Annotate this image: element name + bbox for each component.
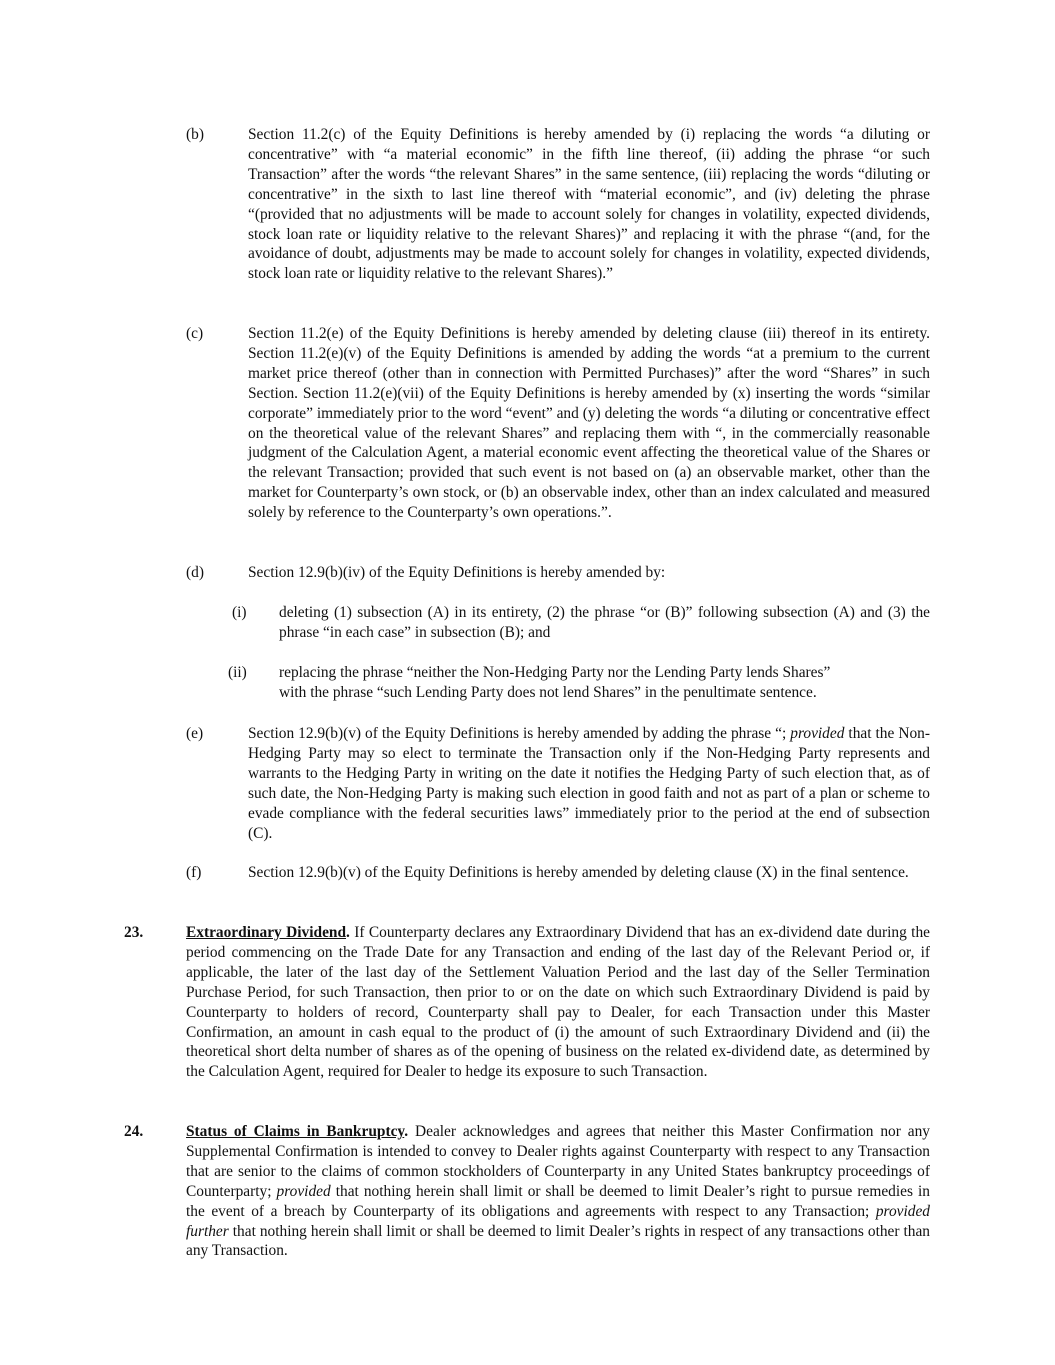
item-b-paragraph: Section 11.2(c) of the Equity Definitions is hereby amended by (i) replacing the words “a diluting or concentrative” with “a material economic” in the fifth line thereof, (ii) adding the phrase “or such Transaction” after the words “the relevant Shares” in the same sentence, (iii) replacing the words “diluting or concentrative” in the sixth to last line thereof with “material economic”, and (iv) deleting the phrase “(provided that no adjustments will be made to account solely for changes in volatility, expected dividends, stock loan rate or liquidity relative to the relevant Shares)” and replacing it with the phrase “(and, for the avoidance of doubt, adjustments may be made to account solely for changes in volatility, expected dividends, stock loan rate or liquidity relative to the relevant Shares).”	[248, 126, 930, 283]
subitem-ii-line1: replacing the phrase “neither the Non-Hedging Party nor the Lending Party lends Shares”	[279, 664, 831, 681]
item-e-paragraph	[248, 724, 930, 843]
section-24-text-3: that nothing herein shall limit or shall be deemed to limit Dealer’s rights in respect of any transactions other than any Transaction.	[186, 1222, 930, 1260]
subitem-ii-paragraph	[279, 663, 930, 703]
item-marker-d: (d)	[186, 564, 204, 581]
section-23-heading: Extraordinary Dividend	[186, 924, 347, 941]
section-24-text-2: that nothing herein shall limit or shall be deemed to limit Dealer’s right to pursue remedies in the event of a breach by Counterparty of its obligations and agreements with respect to any Transaction;	[186, 1182, 930, 1220]
section-24-italic-2: provided further	[186, 1202, 930, 1240]
item-f-paragraph: Section 12.9(b)(v) of the Equity Definitions is hereby amended by deleting clause (X) in the final sentence.	[248, 864, 909, 881]
item-e-text-before: Section 12.9(b)(v) of the Equity Definitions is hereby amended by adding the phrase “;	[248, 725, 791, 742]
item-e-text-after: that the Non-Hedging Party may so elect to terminate the Transaction only if the Non-Hedging Party represents and warrants to the Hedging Party in writing on the date it notifies the Hedging Party of such election that, as of such date, the Non-Hedging Party is making such election in good faith and not as part of a plan or scheme to evade compliance with the federal securities laws” immediately prior to the period at the end of subsection (C).	[248, 725, 930, 842]
item-marker-f: (f)	[186, 864, 202, 881]
section-24-text-1: Dealer acknowledges and agrees that neither this Master Confirmation nor any Supplemental Confirmation is intended to convey to Dealer rights against Counterparty with respect to any Transaction that are senior to the claims of common stockholders of Counterparty in any United States bankruptcy proceedings of Counterparty;	[186, 1123, 930, 1200]
section-number-23: 23.	[124, 924, 144, 941]
section-24-heading-period: .	[404, 1123, 409, 1140]
item-e-italic: provided	[790, 725, 845, 742]
section-24-heading: Status of Claims in Bankruptcy	[186, 1123, 405, 1140]
section-number-24: 24.	[124, 1123, 144, 1140]
item-marker-e: (e)	[186, 725, 204, 742]
subitem-marker-ii: (ii)	[228, 664, 247, 681]
section-24-paragraph	[186, 1122, 930, 1261]
subitem-i-paragraph: deleting (1) subsection (A) in its entirety, (2) the phrase “or (B)” following subsection (A) and (3) the phrase “in each case” in subsection (B); and	[279, 604, 930, 641]
section-23-text: If Counterparty declares any Extraordinary Dividend that has an ex-dividend date during the period commencing on the Trade Date for any Transaction and ending of the last day of the Relevant Period or, if applicable, the later of the last day of the Settlement Valuation Period and the last day of the Seller Termination Purchase Period, for such Transaction, then prior to or on the date on which such Extraordinary Dividend is paid by Counterparty to holders of record, Counterparty shall pay to Dealer, for each Transaction under this Master Confirmation, an amount in cash equal to the product of (i) the amount of such Extraordinary Dividend and (ii) the theoretical short delta number of shares as of the opening of business on the related ex-dividend date, as determined by the Calculation Agent, required for Dealer to hedge its exposure to such Transaction.	[186, 924, 930, 1081]
item-d-paragraph: Section 12.9(b)(iv) of the Equity Definitions is hereby amended by:	[248, 564, 666, 581]
item-marker-c: (c)	[186, 325, 204, 342]
section-23-paragraph	[186, 923, 930, 1082]
subitem-marker-i: (i)	[232, 604, 247, 621]
subitem-ii-line2: with the phrase “such Lending Party does not lend Shares” in the penultimate sentence.	[279, 683, 817, 701]
section-23-heading-period: .	[346, 924, 350, 941]
section-24-italic-1: provided	[276, 1182, 331, 1200]
item-marker-b: (b)	[186, 126, 204, 143]
item-c-paragraph: Section 11.2(e) of the Equity Definitions is hereby amended by deleting clause (iii) thereof in its entirety. Section 11.2(e)(v) of the Equity Definitions is amended by adding the words “at a premium to the current market price thereof (other than in connection with Permitted Purchases)” after the word “Shares” in such Section. Section 11.2(e)(vii) of the Equity Definitions is hereby amended by (x) inserting the words “similar corporate” immediately prior to the word “event” and (y) deleting the words “a diluting or concentrative effect on the theoretical value of the relevant Shares” and replacing them with “, in the commercially reasonable judgment of the Calculation Agent, a material economic event affecting the theoretical value of the Shares or the relevant Transaction; provided that such event is not based on (a) an observable market, other than the market for Counterparty’s own stock, or (b) an observable index, other than an index calculated and measured solely by reference to the Counterparty’s own operations.”.	[248, 325, 930, 522]
